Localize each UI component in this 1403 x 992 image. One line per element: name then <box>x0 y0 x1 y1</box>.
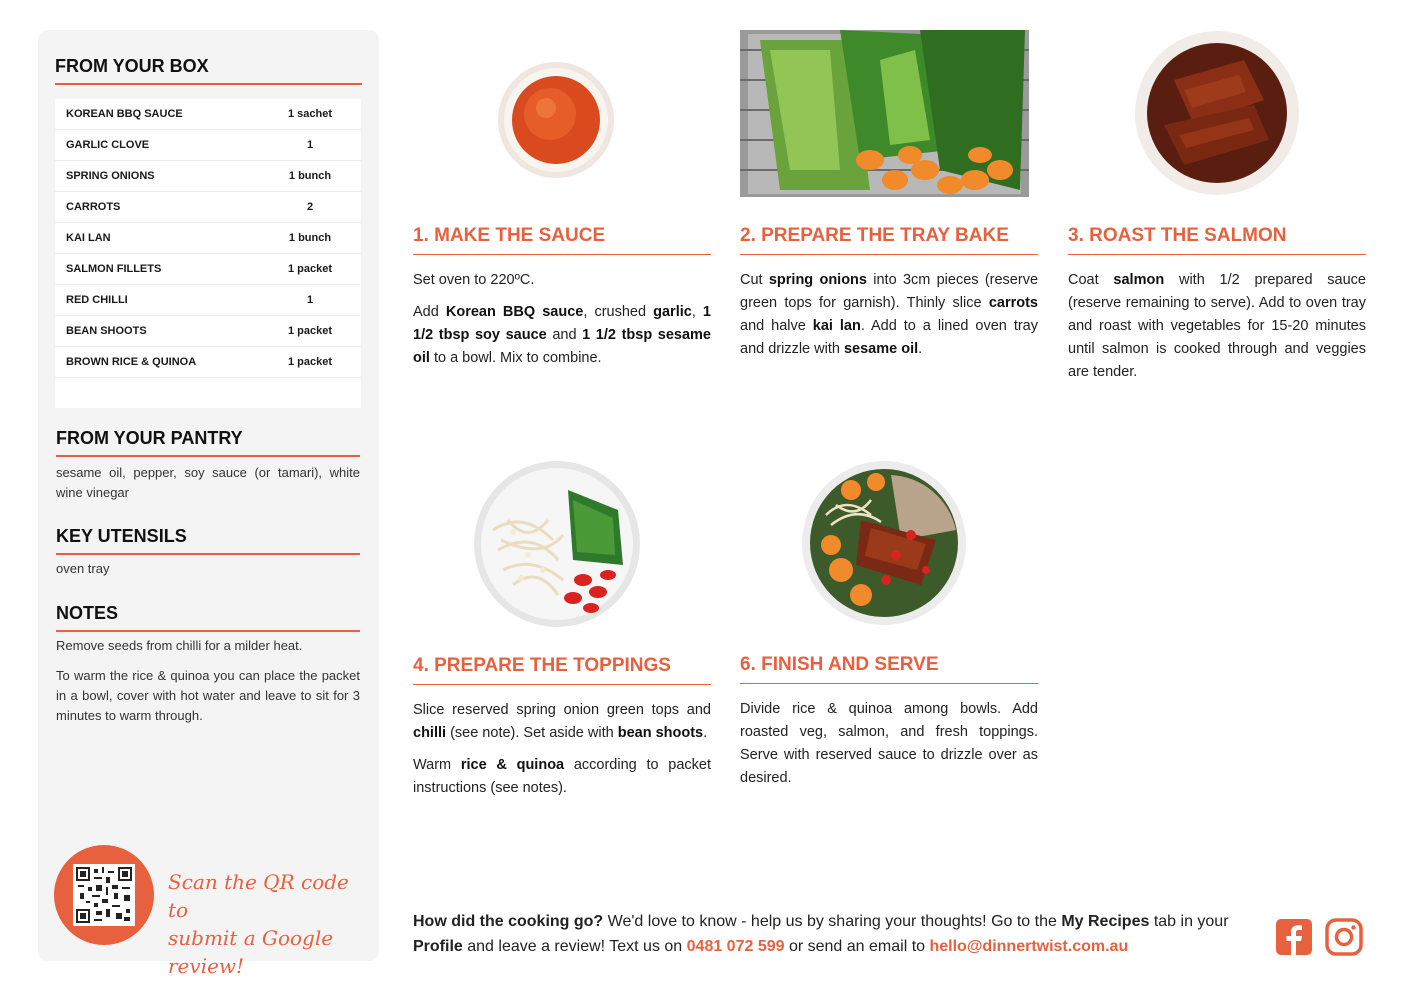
step-6-body <box>740 698 1038 790</box>
step-2-body <box>740 269 1038 361</box>
qr-code-icon[interactable] <box>73 864 135 926</box>
footer-question: How did the cooking go? <box>413 913 604 930</box>
facebook-icon[interactable] <box>1275 918 1313 956</box>
ingredient-qty: 1 sachet <box>287 108 333 120</box>
step-6 <box>740 654 1038 799</box>
step-4-title: 4. PREPARE THE TOPPINGS <box>413 655 711 685</box>
marinated-salmon-image <box>1134 30 1300 196</box>
ingredient-qty: 1 packet <box>287 325 333 337</box>
ingredient-table-spacer <box>55 378 361 408</box>
qr-code-badge[interactable] <box>54 845 154 945</box>
step-1 <box>413 225 711 379</box>
ingredient-qty: 1 <box>306 139 314 151</box>
ingredient-qty: 1 bunch <box>288 170 332 182</box>
from-your-pantry-title: FROM YOUR PANTRY <box>56 428 360 457</box>
sidebar <box>38 30 379 978</box>
ingredient-name: KAI LAN <box>66 232 111 244</box>
tray-bake-image <box>740 30 1029 197</box>
phone-link[interactable]: 0481 072 599 <box>686 938 785 955</box>
step-2-title: 2. PREPARE THE TRAY BAKE <box>740 225 1038 255</box>
ingredient-row <box>55 223 361 254</box>
review-footer: How did the cooking go? We'd love to know - help us by sharing your thoughts! Go to the My Recipes tab in your Profile and leave a review! Text us on 0481 072 599 or send an email to hello@dinnertwist.com.au <box>413 913 1229 955</box>
qr-review-callout <box>168 868 368 980</box>
finished-dish-image <box>801 460 967 626</box>
ingredient-qty: 1 packet <box>287 356 333 368</box>
step-3-body <box>1068 269 1366 384</box>
instagram-icon[interactable] <box>1325 918 1363 956</box>
step-6-title: 6. FINISH AND SERVE <box>740 654 1038 684</box>
from-your-box-title: FROM YOUR BOX <box>55 56 362 85</box>
ingredient-qty: 2 <box>306 201 314 213</box>
ingredient-row <box>55 130 361 161</box>
key-utensils-title: KEY UTENSILS <box>56 526 360 555</box>
qr-text-line-2: submit a Google review! <box>168 926 334 978</box>
profile-reference: Profile <box>413 938 463 955</box>
step-4-paragraph-1: Slice reserved spring onion green tops and chilli (see note). Set aside with bean shoots. <box>413 702 711 741</box>
notes-title: NOTES <box>56 603 360 632</box>
ingredient-name: SALMON FILLETS <box>66 263 162 275</box>
step-6-paragraph-1: Divide rice & quinoa among bowls. Add roasted veg, salmon, and fresh toppings. Serve with reserved sauce to drizzle over as desired. <box>740 701 1038 786</box>
ingredient-name: BROWN RICE & QUINOA <box>66 356 197 368</box>
step-1-paragraph-2: Add Korean BBQ sauce, crushed garlic, 1 1/2 tbsp soy sauce and 1 1/2 tbsp sesame oil to a bowl. Mix to combine. <box>413 304 711 366</box>
ingredient-qty: 1 packet <box>287 263 333 275</box>
step-1-paragraph-1: Set oven to 220ºC. <box>413 272 535 288</box>
step-3-title: 3. ROAST THE SALMON <box>1068 225 1366 255</box>
ingredient-row <box>55 254 361 285</box>
step-3-paragraph-1: Coat salmon with 1/2 prepared sauce (reserve remaining to serve). Add to oven tray and roast with vegetables for 15-20 minutes until salmon is cooked through and veggies are tender. <box>1068 272 1366 380</box>
ingredient-name: KOREAN BBQ SAUCE <box>66 108 183 120</box>
ingredient-name: RED CHILLI <box>66 294 128 306</box>
ingredient-qty: 1 bunch <box>288 232 332 244</box>
ingredient-row <box>55 161 361 192</box>
ingredient-name: BEAN SHOOTS <box>66 325 147 337</box>
step-1-title: 1. MAKE THE SAUCE <box>413 225 711 255</box>
step-1-body <box>413 269 711 370</box>
utensils-text: oven tray <box>56 561 110 576</box>
ingredient-row <box>55 347 361 378</box>
email-link[interactable]: hello@dinnertwist.com.au <box>929 938 1129 955</box>
step-2-paragraph-1: Cut spring onions into 3cm pieces (reserve green tops for garnish). Thinly slice carrots and halve kai lan. Add to a lined oven tray and drizzle with sesame oil. <box>740 272 1039 357</box>
ingredient-name: SPRING ONIONS <box>66 170 155 182</box>
notes-line-1: Remove seeds from chilli for a milder heat. <box>56 638 303 653</box>
ingredient-row <box>55 285 361 316</box>
ingredient-row <box>55 192 361 223</box>
notes-line-2: To warm the rice & quinoa you can place the packet in a bowl, cover with hot water and leave to sit for 3 minutes to warm through. <box>56 668 360 723</box>
step-2 <box>740 225 1038 370</box>
my-recipes-tab-reference: My Recipes <box>1061 913 1150 930</box>
ingredient-qty: 1 <box>306 294 314 306</box>
step-3 <box>1068 225 1366 393</box>
step-4-paragraph-2: Warm rice & quinoa according to packet instructions (see notes). <box>413 757 711 796</box>
step-4-body <box>413 699 711 800</box>
pantry-text: sesame oil, pepper, soy sauce (or tamari), white wine vinegar <box>56 465 360 500</box>
ingredient-row <box>55 316 361 347</box>
qr-text-line-1: Scan the QR code to <box>168 870 349 922</box>
ingredients-table <box>55 99 361 408</box>
toppings-plate-image <box>473 460 641 628</box>
step-4 <box>413 655 711 809</box>
sauce-bowl-image <box>496 60 616 180</box>
ingredient-name: GARLIC CLOVE <box>66 139 150 151</box>
ingredient-name: CARROTS <box>66 201 121 213</box>
ingredient-row <box>55 99 361 130</box>
